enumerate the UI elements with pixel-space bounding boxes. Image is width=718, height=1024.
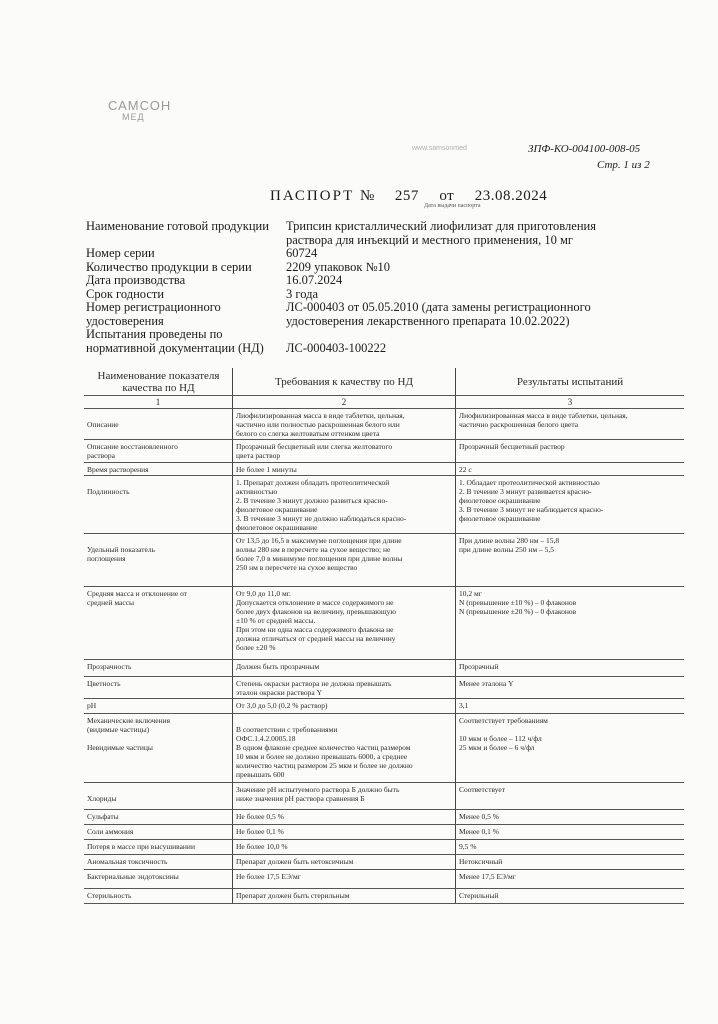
info-value — [286, 247, 686, 261]
info-value-line: ЛС-000403 от 05.05.2010 (дата замены регистрационного — [286, 300, 591, 314]
requirement-cell — [232, 889, 456, 903]
result-cell-line: 22 с — [459, 465, 472, 474]
info-label: Номер регистрационного — [86, 300, 221, 314]
indicator-cell-line — [87, 478, 230, 487]
requirement-cell — [232, 840, 456, 854]
result-cell — [456, 810, 684, 824]
info-value-line: Трипсин кристаллический лиофилизат для приготовления — [286, 219, 596, 233]
info-value-line: 60724 — [286, 246, 318, 260]
result-cell — [456, 889, 684, 903]
indicator-cell-line: (видимые частицы) — [87, 725, 150, 734]
header-results: Результаты испытаний — [516, 376, 624, 388]
info-row — [86, 342, 686, 356]
table-row — [84, 825, 684, 840]
requirement-cell-line: 250 нм в пересчете на сухое вещество — [236, 563, 358, 572]
indicator-cell-line: Цветность — [87, 679, 121, 688]
result-cell-line: Менее эталона Y — [459, 679, 514, 688]
result-cell — [456, 409, 684, 439]
requirement-cell-line: Не более 17,5 ЕЭ/мг — [236, 872, 301, 881]
result-cell — [456, 870, 684, 888]
table-header-row — [84, 368, 684, 396]
info-value — [286, 342, 686, 356]
result-cell-line: Лиофилизированная масса в виде таблетки, цельная, — [459, 411, 628, 420]
info-label: Дата производства — [86, 273, 186, 287]
company-logo-sub: МЕД — [122, 112, 145, 122]
requirement-cell — [232, 587, 456, 659]
info-value — [286, 301, 686, 315]
result-cell-line: при длине волны 250 нм – 5,5 — [459, 545, 555, 554]
indicator-cell — [84, 587, 232, 659]
requirement-cell-line: Значение pH испытуемого раствора Б должно быть — [236, 785, 400, 794]
requirement-cell-line: ниже значения pH раствора сравнения Б — [236, 794, 365, 803]
requirement-cell-line: ±10 % от средней массы. — [236, 616, 316, 625]
indicator-cell-line: средней массы — [87, 598, 135, 607]
table-row — [84, 840, 684, 855]
passport-from: от — [439, 188, 455, 204]
indicator-cell-line: поглощения — [87, 554, 126, 563]
indicator-cell-line: Описание восстановленного — [87, 442, 178, 451]
info-value-line: 16.07.2024 — [286, 273, 343, 287]
result-cell-line: 3,1 — [459, 701, 469, 710]
result-cell-line: Соответствует требованиям — [459, 716, 548, 725]
requirement-cell-line: Препарат должен быть нетоксичным — [236, 857, 354, 866]
info-label: Наименование готовой продукции — [86, 219, 269, 233]
indicator-cell — [84, 440, 232, 462]
indicator-cell — [84, 534, 232, 586]
page-number: Стр. 1 из 2 — [597, 159, 650, 171]
column-number-3: 3 — [567, 397, 573, 407]
indicator-cell-line: Хлориды — [87, 794, 117, 803]
info-value-line: 3 года — [286, 286, 318, 301]
info-row — [86, 301, 686, 315]
info-value-line: раствора для инъекций и местного применения, 10 мг — [286, 232, 574, 247]
indicator-cell-line: pH — [87, 701, 97, 710]
requirement-cell-line: цвета раствор — [236, 451, 281, 460]
requirement-cell-line: Не более 10,0 % — [236, 842, 288, 851]
requirement-cell-line: От 9,0 до 11,0 мг. — [236, 589, 291, 598]
indicator-cell — [84, 870, 232, 888]
requirement-cell-line: Допускается отклонение в массе содержимого не — [236, 598, 394, 607]
requirement-cell-line: Прозрачный бесцветный или слегка желтоватого — [236, 442, 393, 451]
requirement-cell-line — [236, 716, 452, 725]
result-cell — [456, 587, 684, 659]
indicator-cell — [84, 714, 232, 782]
requirement-cell-line: В соответствии с требованиями — [236, 725, 338, 734]
header-requirements: Требования к качеству по НД — [232, 368, 456, 395]
info-label: Испытания проведены по — [86, 327, 223, 341]
table-row — [84, 810, 684, 825]
table-row — [84, 889, 684, 904]
header-indicator: Наименование показателя качества по НД — [97, 370, 220, 394]
requirement-cell-line: активностью — [236, 487, 278, 496]
info-row — [86, 274, 686, 288]
requirement-cell — [232, 409, 456, 439]
table-row — [84, 660, 684, 677]
result-cell-line: Прозрачный — [459, 662, 499, 671]
passport-date-caption: Дата выдачи паспорта — [424, 203, 481, 209]
result-cell-line: 25 мкм и более – 6 ч/фл — [459, 743, 535, 752]
info-value-line: ЛС-000403-100222 — [286, 340, 387, 355]
table-row — [84, 409, 684, 440]
column-number-1: 1 — [155, 397, 161, 407]
requirement-cell-line: превышать 600 — [236, 770, 285, 779]
indicator-cell-line: Бактериальные эндотоксины — [87, 872, 179, 881]
passport-title-label: ПАСПОРТ № — [270, 188, 377, 204]
result-cell-line: фиолетовое окрашивание — [459, 514, 541, 523]
info-value — [286, 220, 686, 247]
result-cell-line: Менее 0,5 % — [459, 812, 499, 821]
info-value — [286, 261, 686, 275]
result-cell-line: 2. В течение 3 минут развивается красно- — [459, 487, 592, 496]
passport-date: 23.08.2024 — [474, 188, 548, 204]
requirement-cell-line: белого со слегка желтоватым оттенком цвета — [236, 429, 380, 438]
info-row — [86, 261, 686, 275]
result-cell-line: 3. В течение 3 минут не наблюдается красно- — [459, 505, 604, 514]
result-cell — [456, 714, 684, 782]
indicator-cell-line: Механические включения — [87, 716, 171, 725]
result-cell-line: частично раскрошенная белого цвета — [459, 420, 579, 429]
result-cell-line: 1. Обладает протеолитической активностью — [459, 478, 600, 487]
info-label: удостоверения — [86, 313, 164, 328]
requirement-cell-line: При этом ни одна масса содержимого флакона не — [236, 625, 394, 634]
table-row — [84, 855, 684, 870]
result-cell — [456, 463, 684, 475]
indicator-cell-line: Подлинность — [87, 487, 130, 496]
indicator-cell — [84, 463, 232, 475]
requirement-cell — [232, 440, 456, 462]
requirement-cell — [232, 699, 456, 713]
indicator-cell — [84, 660, 232, 676]
info-label: нормативной документации (НД) — [86, 340, 264, 355]
table-row — [84, 714, 684, 783]
info-value — [286, 288, 686, 302]
result-cell-line: N (превышение ±10 %) – 0 флаконов — [459, 598, 577, 607]
requirement-cell — [232, 677, 456, 698]
info-row — [86, 328, 686, 342]
info-row — [86, 220, 686, 247]
document-code: ЗПФ-КО-004100-008-05 — [528, 143, 641, 155]
passport-title — [270, 188, 547, 205]
indicator-cell — [84, 699, 232, 713]
indicator-cell-line — [87, 785, 230, 794]
result-cell-line: 10,2 мг — [459, 589, 482, 598]
requirement-cell — [232, 855, 456, 869]
requirement-cell-line: 2. В течение 3 минут должно развиться красно- — [236, 496, 388, 505]
requirement-cell-line: более двух флаконов на величину, превышающую — [236, 607, 397, 616]
result-cell — [456, 677, 684, 698]
indicator-cell-line — [87, 734, 230, 743]
indicator-cell — [84, 409, 232, 439]
quality-table — [84, 368, 684, 904]
result-cell-line: Стерильный — [459, 891, 499, 900]
indicator-cell-line: Соли аммония — [87, 827, 134, 836]
requirement-cell-line: Должен быть прозрачным — [236, 662, 320, 671]
table-row — [84, 699, 684, 714]
result-cell — [456, 825, 684, 839]
indicator-cell — [84, 783, 232, 809]
requirement-cell — [232, 534, 456, 586]
requirement-cell-line: 1. Препарат должен обладать протеолитической — [236, 478, 390, 487]
indicator-cell-line: Потеря в массе при высушивании — [87, 842, 195, 851]
info-label: Количество продукции в серии — [86, 259, 252, 274]
requirement-cell-line: ОФС.1.4.2.0005.18 — [236, 734, 296, 743]
info-value — [286, 315, 686, 329]
table-row — [84, 476, 684, 534]
info-label: Номер серии — [86, 246, 155, 260]
requirement-cell-line: частично или полностью раскрошенная белого или — [236, 420, 400, 429]
indicator-cell-line: Сульфаты — [87, 812, 119, 821]
indicator-cell-line: Стерильность — [87, 891, 132, 900]
requirement-cell-line: количество частиц размером 25 мкм и более не должно — [236, 761, 413, 770]
requirement-cell — [232, 714, 456, 782]
requirement-cell-line: Препарат должен быть стерильным — [236, 891, 350, 900]
faint-stamp-text: www.samsonmed — [412, 145, 467, 152]
indicator-cell — [84, 677, 232, 698]
result-cell-line: Прозрачный бесцветный раствор — [459, 442, 565, 451]
indicator-cell-line: Невидимые частицы — [87, 743, 153, 752]
result-cell-line: Нетоксичный — [459, 857, 503, 866]
requirement-cell-line: фиолетовое окрашивание — [236, 523, 318, 532]
column-number-2: 2 — [232, 396, 456, 408]
indicator-cell-line: Средняя масса и отклонение от — [87, 589, 188, 598]
requirement-cell-line: фиолетовое окрашивание — [236, 505, 318, 514]
indicator-cell — [84, 810, 232, 824]
requirement-cell — [232, 870, 456, 888]
indicator-cell-line: Описание — [87, 420, 119, 429]
requirement-cell — [232, 783, 456, 809]
indicator-cell-line: Удельный показатель — [87, 545, 155, 554]
table-row — [84, 677, 684, 699]
indicator-cell-line: Аномальная токсичность — [87, 857, 168, 866]
table-row — [84, 870, 684, 889]
indicator-cell-line: Время растворения — [87, 465, 149, 474]
result-cell — [456, 660, 684, 676]
requirement-cell — [232, 810, 456, 824]
indicator-cell-line: Прозрачность — [87, 662, 132, 671]
info-value — [286, 274, 686, 288]
requirement-cell-line: 10 мкм и более не должно превышать 6000, а среднее — [236, 752, 408, 761]
result-cell — [456, 840, 684, 854]
requirement-cell-line: более ±20 % — [236, 643, 276, 652]
table-row — [84, 587, 684, 660]
requirement-cell — [232, 660, 456, 676]
result-cell-line: Менее 0,1 % — [459, 827, 499, 836]
passport-number: 257 — [394, 188, 419, 204]
indicator-cell — [84, 476, 232, 533]
result-cell-line — [459, 725, 681, 734]
result-cell — [456, 476, 684, 533]
requirement-cell-line: От 3,0 до 5,0 (0,2 % раствор) — [236, 701, 328, 710]
requirement-cell — [232, 463, 456, 475]
indicator-cell — [84, 889, 232, 903]
product-info — [86, 220, 686, 355]
indicator-cell-line — [87, 411, 230, 420]
table-row — [84, 783, 684, 810]
result-cell — [456, 534, 684, 586]
result-cell-line: Соответствует — [459, 785, 506, 794]
table-row — [84, 463, 684, 476]
result-cell-line: 9,5 % — [459, 842, 477, 851]
requirement-cell — [232, 825, 456, 839]
indicator-cell-line — [87, 536, 230, 545]
indicator-cell — [84, 840, 232, 854]
result-cell — [456, 440, 684, 462]
table-row — [84, 534, 684, 587]
result-cell-line: Менее 17,5 ЕЭ/мг — [459, 872, 516, 881]
indicator-cell-line: раствора — [87, 451, 116, 460]
info-value-line: удостоверения лекарственного препарата 10.02.2022) — [286, 313, 570, 328]
result-cell — [456, 699, 684, 713]
info-row — [86, 288, 686, 302]
indicator-cell — [84, 825, 232, 839]
indicator-cell — [84, 855, 232, 869]
requirement-cell-line: Не более 0,5 % — [236, 812, 284, 821]
info-value-line: 2209 упаковок №10 — [286, 259, 390, 274]
info-row — [86, 247, 686, 261]
requirement-cell-line: более 7,0 в минимуме поглощения при длине волны — [236, 554, 403, 563]
requirement-cell-line: Не более 1 минуты — [236, 465, 297, 474]
info-row — [86, 315, 686, 329]
requirement-cell-line: Лиофилизированная масса в виде таблетки, цельная, — [236, 411, 405, 420]
info-value-line — [286, 328, 686, 342]
requirement-cell-line: должна отличаться от средней массы на величину — [236, 634, 396, 643]
company-logo: САМСОН — [108, 98, 172, 113]
requirement-cell-line: В одном флаконе среднее количество частиц размером — [236, 743, 411, 752]
requirement-cell-line: волны 280 нм в пересчете на сухое вещество; не — [236, 545, 391, 554]
result-cell-line: При длине волны 280 нм – 15,8 — [459, 536, 560, 545]
table-row — [84, 440, 684, 463]
result-cell-line: 10 мкм и более – 112 ч/фл — [459, 734, 542, 743]
result-cell — [456, 783, 684, 809]
info-label: Срок годности — [86, 286, 165, 301]
result-cell-line: фиолетовое окрашивание — [459, 496, 541, 505]
requirement-cell-line: 3. В течение 3 минут не должно наблюдаться красно- — [236, 514, 407, 523]
info-value — [286, 328, 686, 342]
requirement-cell-line: эталон окраски раствора Y — [236, 688, 322, 697]
requirement-cell-line: Степень окраски раствора не должна превышать — [236, 679, 392, 688]
requirement-cell-line: От 13,5 до 16,5 в максимуме поглощения при длине — [236, 536, 402, 545]
requirement-cell-line: Не более 0,1 % — [236, 827, 284, 836]
result-cell-line: N (превышение ±20 %) – 0 флаконов — [459, 607, 577, 616]
requirement-cell — [232, 476, 456, 533]
table-number-row — [84, 396, 684, 409]
result-cell — [456, 855, 684, 869]
